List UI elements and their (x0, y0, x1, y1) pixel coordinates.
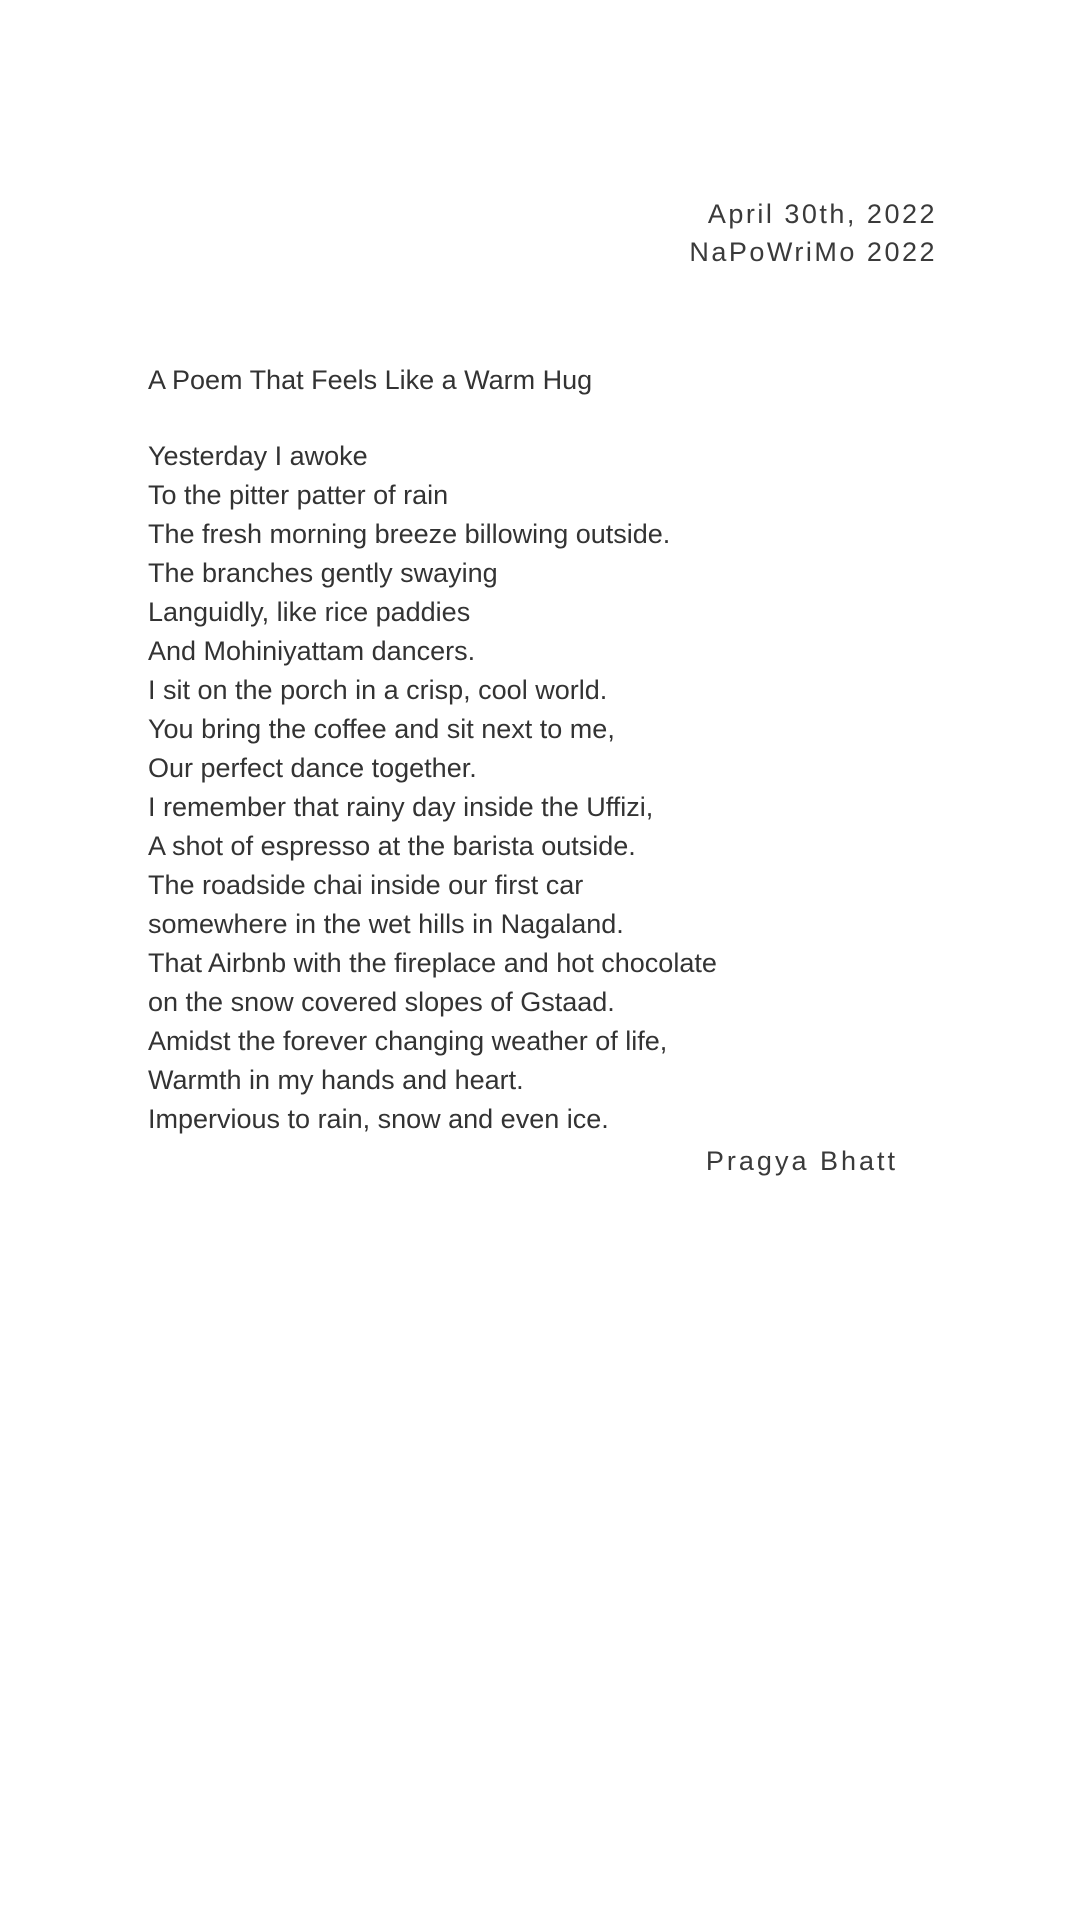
poem-line: The fresh morning breeze billowing outside. (148, 519, 671, 549)
poem-line: The roadside chai inside our first car (148, 870, 584, 900)
poem-line: A shot of espresso at the barista outside. (148, 831, 636, 861)
date-text: April 30th, 2022 (707, 199, 937, 229)
header-date-block (689, 195, 937, 271)
poem-line: Amidst the forever changing weather of life, (148, 1026, 668, 1056)
poem-title: A Poem That Feels Like a Warm Hug (148, 365, 593, 395)
poem-line: Languidly, like rice paddies (148, 597, 471, 627)
poem-author: Pragya Bhatt (705, 1146, 898, 1176)
poem-line: That Airbnb with the fireplace and hot chocolate (148, 948, 717, 978)
poem-line: on the snow covered slopes of Gstaad. (148, 987, 615, 1017)
poem-line: And Mohiniyattam dancers. (148, 636, 476, 666)
poem-line: Our perfect dance together. (148, 753, 477, 783)
poem-line: Warmth in my hands and heart. (148, 1065, 524, 1095)
poem-line: somewhere in the wet hills in Nagaland. (148, 909, 624, 939)
poem-line: You bring the coffee and sit next to me, (148, 714, 615, 744)
poem-line: I remember that rainy day inside the Uffizi, (148, 792, 654, 822)
poem-line: To the pitter patter of rain (148, 480, 449, 510)
poem-line: Yesterday I awoke (148, 441, 368, 471)
poem-line: The branches gently swaying (148, 558, 498, 588)
poem-line: I sit on the porch in a crisp, cool world. (148, 675, 608, 705)
event-text: NaPoWriMo 2022 (689, 237, 937, 267)
poem-body (148, 437, 717, 1139)
poem-line: Impervious to rain, snow and even ice. (148, 1104, 609, 1134)
